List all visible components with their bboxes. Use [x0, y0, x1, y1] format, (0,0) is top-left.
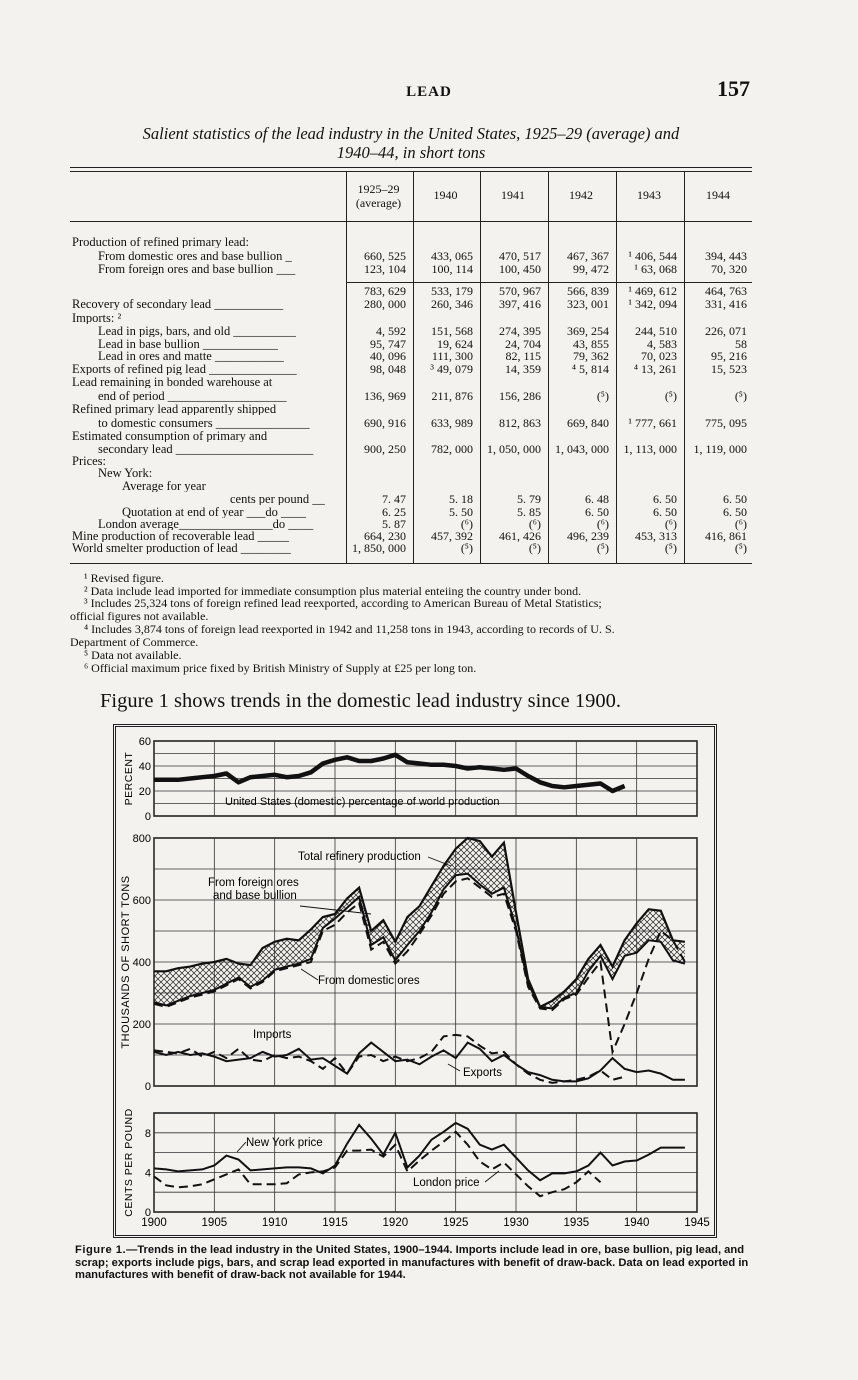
- table-cell: 244, 510: [635, 324, 677, 338]
- series-line-imports: [154, 1035, 625, 1083]
- y-tick-label: 0: [144, 1081, 151, 1093]
- table-cell: (⁵): [664, 389, 677, 403]
- row-label: [72, 236, 344, 248]
- table-cell: (⁵): [596, 389, 609, 403]
- x-tick-label: 1910: [261, 1217, 288, 1229]
- row-label: [72, 455, 344, 467]
- y-tick-label: 0: [144, 1207, 151, 1219]
- row-label-text: cents per pound: [230, 493, 310, 505]
- table-cell: 274, 395: [499, 324, 541, 338]
- table-cell: 99, 472: [573, 262, 609, 276]
- table-cell: 775, 095: [705, 416, 747, 430]
- annotation-label: Imports: [253, 1029, 292, 1041]
- row-leader-dots: ___________: [211, 298, 284, 310]
- row-leader-dots: ____________: [199, 338, 278, 350]
- table-caption-line-2: 1940–44, in short tons: [336, 143, 486, 162]
- table-cell: 533, 179: [431, 284, 473, 298]
- y-tick-label: 60: [138, 736, 151, 748]
- row-label: [72, 530, 344, 542]
- row-label: [72, 363, 344, 375]
- row-label: [98, 518, 344, 530]
- table-cell: 566, 839: [567, 284, 609, 298]
- table-cell: 416, 861: [705, 529, 747, 543]
- table-cell: 812, 863: [499, 416, 541, 430]
- row-leader-dots: ___________: [211, 350, 284, 362]
- row-label: [72, 312, 344, 324]
- row-label: [98, 325, 344, 337]
- annotation-label: United States (domestic) percentage of world production: [225, 796, 500, 808]
- table-cell: (⁵): [734, 541, 747, 555]
- y-tick-label: 600: [132, 895, 151, 907]
- table-cell: 470, 517: [499, 249, 541, 263]
- footnote: ¹ Revised figure.: [84, 571, 164, 585]
- y-tick-label: 4: [144, 1167, 151, 1180]
- row-label: [72, 376, 344, 388]
- figure-reference-text: Figure 1 shows trends in the domestic lead industry since 1900.: [100, 690, 621, 712]
- figure-caption-text: —Trends in the lead industry in the United States, 1900–1944. Imports include lead in ore, base bullion, pig lead, and scrap; exports include pigs, bars, and scrap lead exported in manufactures with benefit of draw-back. Data on lead exported in manufactures with benefit of draw-back not available for 1944.: [75, 1244, 749, 1282]
- table-cell: 783, 629: [364, 284, 406, 298]
- table-cell: ¹ 469, 612: [628, 284, 677, 298]
- row-label-text: World smelter production of lead: [72, 542, 238, 554]
- table-cell: (⁵): [734, 389, 747, 403]
- row-label-text: Quotation at end of year ___do: [122, 506, 278, 518]
- row-label-text: Recovery of secondary lead: [72, 298, 212, 310]
- table-cell: 100, 114: [431, 262, 473, 276]
- row-label: [98, 263, 344, 275]
- series-line-domestic-percentage: [154, 755, 625, 791]
- table-cell: 14, 359: [505, 362, 541, 376]
- table-cell: 457, 392: [431, 529, 473, 543]
- row-leader-dots: _______________: [212, 417, 310, 429]
- row-leader-dots: ____: [277, 506, 306, 518]
- table-cell: 19, 624: [437, 337, 473, 351]
- x-tick-label: 1920: [382, 1217, 409, 1229]
- row-leader-dots: ___: [273, 263, 296, 275]
- table-rule: [70, 167, 752, 168]
- y-tick-label: 400: [132, 957, 151, 969]
- table-rule: [70, 171, 752, 172]
- row-label-text: Average for year: [122, 480, 206, 492]
- column-header: 1942: [569, 188, 593, 202]
- footnote: Department of Commerce.: [70, 635, 199, 649]
- table-cell: ⁴ 13, 261: [633, 362, 677, 376]
- table-caption: [70, 124, 752, 162]
- table-cell: 6. 50: [653, 505, 677, 519]
- y-tick-label: 20: [138, 786, 151, 798]
- row-label-text: Lead in ores and matte: [98, 350, 212, 362]
- row-label: [98, 467, 344, 479]
- row-label: [72, 542, 344, 554]
- table-cell: 369, 254: [567, 324, 609, 338]
- y-tick-label: 800: [132, 833, 151, 845]
- row-label-text: From domestic ores and base bullion: [98, 250, 283, 262]
- row-label: [122, 506, 344, 518]
- row-label: [72, 430, 344, 442]
- x-tick-label: 1905: [201, 1217, 228, 1229]
- row-leader-dots: ___________________: [164, 390, 287, 402]
- table-cell: 669, 840: [567, 416, 609, 430]
- table-cell: ⁴ 5, 814: [571, 362, 609, 376]
- table-cell: (⁶): [528, 517, 541, 531]
- row-label: [72, 298, 344, 310]
- leader-line: [237, 1142, 246, 1152]
- table-cell: 111, 300: [431, 349, 473, 363]
- column-header: 1940: [433, 188, 458, 202]
- panel-frame: [154, 1113, 697, 1212]
- annotation-label: London price: [413, 1177, 480, 1189]
- row-label-text: From foreign ores and base bullion: [98, 263, 274, 275]
- y-axis-label: CENTS PER POUND: [123, 1108, 135, 1217]
- figure-caption-lead: Figure 1.: [75, 1244, 127, 1256]
- row-leader-dots: _______________do ____: [178, 518, 314, 530]
- row-leader-dots: __________: [230, 325, 296, 337]
- table-cell: 151, 568: [431, 324, 473, 338]
- figure-caption: [75, 1244, 757, 1282]
- table-cell: 156, 286: [499, 389, 541, 403]
- row-label: [122, 480, 344, 492]
- row-label-text: Mine production of recoverable lead: [72, 530, 255, 542]
- table-rule: [70, 221, 752, 222]
- table-cell: 394, 443: [705, 249, 747, 263]
- table-cell: 70, 023: [641, 349, 677, 363]
- table-cell: 5. 79: [517, 492, 541, 506]
- table-cell: 4, 592: [376, 324, 406, 338]
- table-cell: 5. 85: [517, 505, 541, 519]
- table-cell: 58: [735, 337, 747, 351]
- row-label-text: New York:: [98, 467, 153, 479]
- x-tick-label: 1925: [442, 1217, 469, 1229]
- table-cell: 260, 346: [431, 297, 473, 311]
- row-leader-dots: ______________: [205, 363, 297, 375]
- table-cell: ¹ 406, 544: [628, 249, 677, 263]
- leader-line: [301, 969, 318, 980]
- x-tick-label: 1915: [322, 1217, 348, 1229]
- table-cell: (⁶): [664, 517, 677, 531]
- series-line-exports: [154, 1043, 685, 1082]
- annotation-label: New York price: [246, 1137, 323, 1149]
- table-cell: 5. 87: [382, 517, 406, 531]
- table-cell: (⁶): [734, 517, 747, 531]
- column-header: 1941: [501, 188, 525, 202]
- row-leader-dots: _____: [254, 530, 289, 542]
- y-tick-label: 200: [132, 1019, 151, 1031]
- row-label-text: Prices:: [72, 455, 107, 467]
- table-cell: 98, 048: [370, 362, 406, 376]
- running-head: LEAD: [406, 84, 452, 100]
- table-cell: (⁵): [596, 541, 609, 555]
- table-cell: 900, 250: [364, 442, 406, 456]
- y-axis-label: THOUSANDS OF SHORT TONS: [120, 875, 132, 1049]
- table-cell: 6. 50: [723, 492, 747, 506]
- row-label-text: Lead in pigs, bars, and old: [98, 325, 231, 337]
- table-cell: 24, 704: [505, 337, 541, 351]
- table-cell: 95, 216: [711, 349, 747, 363]
- table-cell: 226, 071: [705, 324, 747, 338]
- footnote: ² Data include lead imported for immediate consumption plus material enteiing the country under bond.: [84, 584, 582, 598]
- table-cell: 6. 50: [585, 505, 609, 519]
- table-cell: 6. 50: [653, 492, 677, 506]
- row-label: [98, 338, 344, 350]
- table-cell: 79, 362: [573, 349, 609, 363]
- table-cell: ¹ 777, 661: [628, 416, 677, 430]
- x-tick-label: 1935: [563, 1217, 590, 1229]
- series-line-london-price: [154, 1132, 601, 1196]
- x-tick-label: 1900: [141, 1217, 167, 1229]
- row-leader-dots: __: [309, 493, 325, 505]
- table-cell: 95, 747: [370, 337, 406, 351]
- table-caption-line-1: Salient statistics of the lead industry in the United States, 1925–29 (average) and: [142, 124, 680, 143]
- table-cell: 1, 119, 000: [693, 442, 747, 456]
- trend-chart: [113, 724, 717, 1238]
- footnote: ⁶ Official maximum price fixed by British Ministry of Supply at £25 per long ton.: [84, 661, 477, 675]
- table-cell: 6. 48: [585, 492, 609, 506]
- table-cell: 467, 367: [567, 249, 609, 263]
- footnote: ⁴ Includes 3,874 tons of foreign lead reexported in 1942 and 11,258 tons in 1943, according to records of U. S.: [84, 622, 615, 636]
- table-cell: 100, 450: [499, 262, 541, 276]
- row-label: [98, 250, 344, 262]
- table-cell: 6. 50: [723, 505, 747, 519]
- row-label-text: Production of refined primary lead:: [72, 236, 250, 248]
- table-cell: ³ 49, 079: [430, 362, 473, 376]
- annotation-label: Exports: [463, 1067, 502, 1079]
- table-cell: 464, 763: [705, 284, 747, 298]
- row-label-text: Refined primary lead apparently shipped: [72, 403, 277, 415]
- x-tick-label: 1940: [623, 1217, 650, 1229]
- table-cell: 690, 916: [364, 416, 406, 430]
- table-cell: ¹ 63, 068: [634, 262, 677, 276]
- y-tick-label: 40: [138, 761, 151, 773]
- table-cell: 123, 104: [364, 262, 406, 276]
- table-cell: (⁶): [460, 517, 473, 531]
- y-tick-label: 0: [144, 811, 151, 823]
- table-cell: 633, 989: [431, 416, 473, 430]
- annotation-label: Total refinery production: [298, 851, 421, 863]
- y-axis-label: PERCENT: [123, 751, 135, 806]
- row-label-text: London average: [98, 518, 179, 530]
- row-label: [98, 390, 344, 402]
- table-cell: 496, 239: [567, 529, 609, 543]
- table-cell: (⁵): [528, 541, 541, 555]
- table-cell: 1, 050, 000: [487, 442, 541, 456]
- table-cell: 433, 065: [431, 249, 473, 263]
- annotation-label: From domestic ores: [318, 975, 420, 987]
- row-label: [98, 417, 344, 429]
- column-header: 1925–29 (average): [355, 182, 402, 210]
- footnote: ⁵ Data not available.: [84, 648, 182, 662]
- row-label-text: Imports: ²: [72, 312, 122, 324]
- row-label: [72, 403, 344, 415]
- x-tick-label: 1930: [503, 1217, 529, 1229]
- table-cell: 331, 416: [705, 297, 747, 311]
- table-cell: 1, 850, 000: [352, 541, 406, 555]
- table-rule: [346, 282, 752, 283]
- table-cell: 397, 416: [499, 297, 541, 311]
- table-cell: (⁶): [596, 517, 609, 531]
- row-leader-dots: _: [282, 250, 292, 262]
- table-cell: 5. 50: [449, 505, 473, 519]
- table-cell: 6. 25: [382, 505, 406, 519]
- table-cell: 70, 320: [711, 262, 747, 276]
- row-label: [98, 443, 344, 455]
- table-cell: 43, 855: [573, 337, 609, 351]
- footnote: official figures not available.: [70, 609, 209, 623]
- footnote: ³ Includes 25,324 tons of foreign refined lead reexported, according to American Bureau of Metal Statistics;: [84, 596, 602, 610]
- row-leader-dots: ________: [237, 542, 291, 554]
- table-cell: 1, 043, 000: [555, 442, 609, 456]
- row-label-text: Lead in base bullion: [98, 338, 200, 350]
- annotation-label: From foreign ores and base bullion: [208, 877, 299, 902]
- y-tick-label: 8: [144, 1127, 151, 1140]
- table-cell: (⁵): [460, 541, 473, 555]
- table-cell: 1, 113, 000: [623, 442, 677, 456]
- row-label-text: to domestic consumers: [98, 417, 213, 429]
- table-cell: 136, 969: [364, 389, 406, 403]
- row-label-text: secondary lead: [98, 443, 173, 455]
- table-cell: 15, 523: [711, 362, 747, 376]
- row-label-text: Estimated consumption of primary and: [72, 430, 268, 442]
- table-cell: 660, 525: [364, 249, 406, 263]
- table-cell: 782, 000: [431, 442, 473, 456]
- table-cell: 280, 000: [364, 297, 406, 311]
- column-header: 1943: [637, 188, 661, 202]
- table-cell: 570, 967: [499, 284, 541, 298]
- column-header: 1944: [706, 188, 730, 202]
- table-rule: [70, 563, 752, 564]
- table-cell: 664, 230: [364, 529, 406, 543]
- leader-line: [448, 1064, 460, 1071]
- table-cell: ¹ 342, 094: [628, 297, 677, 311]
- table-cell: 211, 876: [431, 389, 473, 403]
- row-label: [230, 493, 344, 505]
- table-cell: (⁵): [664, 541, 677, 555]
- row-label: [98, 350, 344, 362]
- row-label-text: Lead remaining in bonded warehouse at: [72, 376, 273, 388]
- table-cell: 453, 313: [635, 529, 677, 543]
- page-number: 157: [717, 76, 750, 101]
- row-label-text: end of period: [98, 390, 165, 402]
- table-cell: 40, 096: [370, 349, 406, 363]
- table-cell: 5. 18: [449, 492, 473, 506]
- row-leader-dots: ______________________: [172, 443, 314, 455]
- x-tick-label: 1945: [684, 1217, 710, 1229]
- row-label-text: Exports of refined pig lead: [72, 363, 206, 375]
- table-cell: 7. 47: [382, 492, 406, 506]
- table-cell: 323, 001: [567, 297, 609, 311]
- table-cell: 4, 583: [647, 337, 677, 351]
- table-cell: 461, 426: [499, 529, 541, 543]
- table-cell: 82, 115: [505, 349, 541, 363]
